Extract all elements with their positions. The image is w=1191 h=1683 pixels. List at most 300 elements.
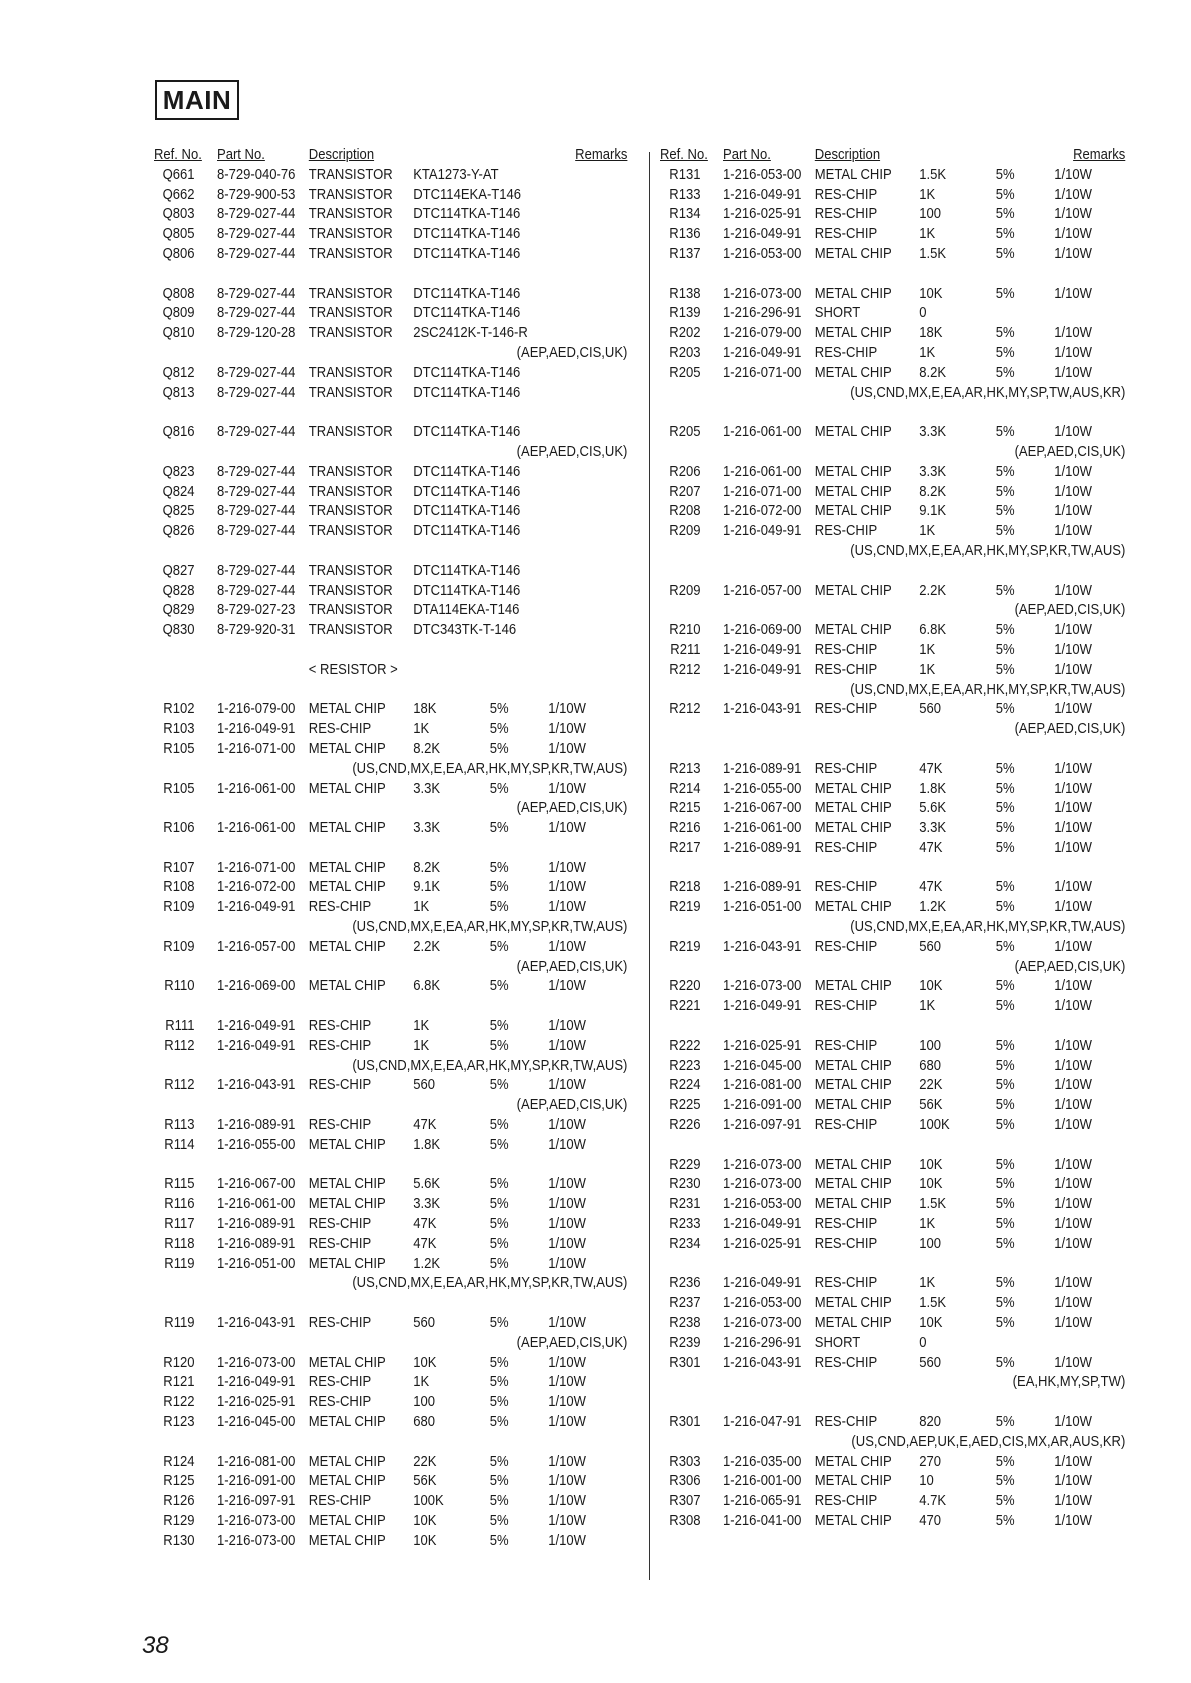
tolerance: 5%	[995, 186, 1015, 203]
ref-no: R212	[669, 701, 701, 718]
value: 100	[919, 206, 941, 223]
ref-no: R113	[164, 1117, 195, 1134]
destination-note-row	[154, 1274, 627, 1294]
description: RES-CHIP	[814, 701, 878, 718]
tolerance: 5%	[995, 503, 1015, 520]
ref-no: R301	[669, 1354, 701, 1371]
tolerance: 5%	[995, 285, 1015, 302]
power-rating: 1/10W	[1054, 998, 1092, 1015]
tolerance: 5%	[995, 1512, 1015, 1529]
power-rating: 1/10W	[1054, 661, 1092, 678]
part-row	[660, 245, 1125, 265]
value: 3.3K	[919, 424, 947, 441]
part-no: 1-216-055-00	[217, 1136, 296, 1153]
part-no: 1-216-053-00	[723, 245, 802, 262]
power-rating: 1/10W	[1054, 622, 1092, 639]
part-no: 1-216-053-00	[723, 166, 802, 183]
power-rating: 1/10W	[1054, 483, 1092, 500]
ref-no: R229	[669, 1156, 701, 1173]
ref-no: R303	[669, 1453, 701, 1470]
destination-note: (US,CND,MX,E,EA,AR,HK,MY,SP,TW,AUS,KR)	[850, 384, 1126, 401]
description: RES-CHIP	[814, 344, 878, 361]
description: METAL CHIP	[308, 1354, 386, 1371]
tolerance: 5%	[489, 1493, 509, 1510]
part-row	[154, 1037, 627, 1057]
part-no: 1-216-061-00	[723, 424, 802, 441]
tolerance: 5%	[489, 1117, 509, 1134]
description: RES-CHIP	[814, 1235, 878, 1252]
ref-no: R111	[165, 1018, 195, 1035]
ref-no: R118	[164, 1235, 195, 1252]
destination-note-row	[154, 958, 627, 978]
power-rating: 1/10W	[548, 1315, 586, 1332]
header-remarks: Remarks	[1073, 147, 1126, 163]
power-rating: 1/10W	[548, 1216, 586, 1233]
tolerance: 5%	[995, 1493, 1015, 1510]
power-rating: 1/10W	[1054, 701, 1092, 718]
part-no: 1-216-065-91	[723, 1493, 802, 1510]
description: METAL CHIP	[308, 859, 386, 876]
value: DTC114TKA-T146	[413, 245, 521, 262]
part-no: 1-216-089-91	[217, 1235, 296, 1252]
destination-note-row	[660, 384, 1125, 404]
part-no: 1-216-073-00	[217, 1532, 296, 1549]
description: RES-CHIP	[814, 879, 878, 896]
tolerance: 5%	[995, 899, 1015, 916]
ref-no: R108	[163, 879, 195, 896]
ref-no: R103	[163, 721, 195, 738]
description: TRANSISTOR	[308, 206, 393, 223]
header-part-no: Part No.	[217, 147, 265, 163]
ref-no: Q823	[162, 463, 195, 480]
power-rating: 1/10W	[1054, 364, 1092, 381]
power-rating: 1/10W	[1054, 1493, 1092, 1510]
ref-no: Q661	[162, 166, 195, 183]
ref-no: R225	[669, 1097, 701, 1114]
power-rating: 1/10W	[1054, 780, 1092, 797]
part-row	[154, 819, 627, 839]
value: 100	[413, 1394, 435, 1411]
ref-no: R306	[669, 1473, 701, 1490]
header-ref-no: Ref. No.	[660, 147, 708, 163]
description: RES-CHIP	[308, 721, 372, 738]
ref-no: R131	[669, 166, 701, 183]
part-row	[660, 1512, 1125, 1532]
description: TRANSISTOR	[308, 305, 393, 322]
ref-no: R212	[669, 661, 701, 678]
part-no: 8-729-027-44	[217, 523, 296, 540]
ref-no: R301	[669, 1414, 701, 1430]
value: 6.8K	[413, 978, 441, 995]
part-no: 1-216-025-91	[723, 206, 802, 223]
column-divider	[649, 152, 650, 1580]
tolerance: 5%	[995, 879, 1015, 896]
power-rating: 1/10W	[548, 899, 586, 916]
table-header	[660, 146, 1125, 166]
part-row	[154, 1116, 627, 1136]
description: METAL CHIP	[308, 1255, 386, 1272]
part-no: 1-216-049-91	[723, 523, 802, 540]
tolerance: 5%	[489, 1315, 509, 1332]
part-row	[154, 621, 627, 641]
value: DTC114TKA-T146	[413, 305, 521, 322]
destination-note-row	[154, 799, 627, 819]
part-row	[154, 384, 627, 404]
destination-note: (US,CND,MX,E,EA,AR,HK,MY,SP,KR,TW,AUS)	[352, 1275, 628, 1292]
part-no: 1-216-073-00	[723, 978, 802, 995]
value: 8.2K	[919, 483, 947, 500]
part-no: 1-216-067-00	[217, 1176, 296, 1193]
ref-no: R116	[164, 1196, 195, 1213]
value: 22K	[919, 1077, 943, 1094]
destination-note-row	[660, 1373, 1125, 1393]
part-no: 8-729-027-44	[217, 206, 296, 223]
destination-note: (US,CND,MX,E,EA,AR,HK,MY,SP,KR,TW,AUS)	[850, 542, 1126, 559]
spacer-row	[660, 1255, 1125, 1275]
part-no: 1-216-061-00	[723, 820, 802, 837]
part-no: 1-216-049-91	[723, 1216, 802, 1233]
part-row	[660, 878, 1125, 898]
destination-note: (US,CND,MX,E,EA,AR,HK,MY,SP,KR,TW,AUS)	[850, 681, 1126, 698]
part-row	[660, 285, 1125, 305]
destination-note: (EA,HK,MY,SP,TW)	[1012, 1374, 1126, 1391]
value: 560	[413, 1077, 435, 1094]
value: DTC114EKA-T146	[413, 186, 522, 203]
parts-table-right	[660, 146, 1125, 1532]
destination-note: (US,CND,MX,E,EA,AR,HK,MY,SP,KR,TW,AUS)	[850, 919, 1126, 936]
power-rating: 1/10W	[1054, 1235, 1092, 1252]
part-no: 1-216-081-00	[723, 1077, 802, 1094]
part-no: 1-216-089-91	[723, 839, 802, 856]
ref-no: R126	[163, 1493, 195, 1510]
tolerance: 5%	[995, 582, 1015, 599]
part-row	[660, 344, 1125, 364]
power-rating: 1/10W	[548, 1037, 586, 1054]
value: DTC114TKA-T146	[413, 384, 521, 401]
power-rating: 1/10W	[548, 1493, 586, 1510]
part-no: 8-729-040-76	[217, 166, 296, 183]
tolerance: 5%	[995, 1057, 1015, 1074]
description: RES-CHIP	[308, 1374, 372, 1391]
value: 1.5K	[919, 166, 947, 183]
ref-no: R124	[163, 1453, 195, 1470]
value: 1.8K	[919, 780, 947, 797]
description: METAL CHIP	[308, 879, 386, 896]
part-row	[660, 780, 1125, 800]
tolerance: 5%	[995, 1473, 1015, 1490]
tolerance: 5%	[489, 780, 509, 797]
tolerance: 5%	[995, 1295, 1015, 1312]
tolerance: 5%	[489, 701, 509, 718]
power-rating: 1/10W	[1054, 344, 1092, 361]
power-rating: 1/10W	[1054, 523, 1092, 540]
part-row	[660, 1472, 1125, 1492]
ref-no: R121	[163, 1374, 195, 1391]
ref-no: R110	[164, 978, 195, 995]
ref-no: R112	[164, 1037, 195, 1054]
value: 9.1K	[413, 879, 441, 896]
part-no: 1-216-049-91	[723, 344, 802, 361]
part-no: 1-216-089-91	[217, 1216, 296, 1233]
value: 10K	[919, 978, 943, 995]
part-no: 1-216-043-91	[723, 701, 802, 718]
tolerance: 5%	[489, 859, 509, 876]
part-row	[660, 205, 1125, 225]
part-no: 1-216-091-00	[217, 1473, 296, 1490]
value: 1K	[413, 899, 430, 916]
ref-no: R238	[669, 1315, 701, 1332]
ref-no: Q810	[162, 325, 195, 342]
ref-no: Q808	[162, 285, 195, 302]
part-no: 1-216-049-91	[217, 899, 296, 916]
tolerance: 5%	[995, 978, 1015, 995]
part-row	[660, 1037, 1125, 1057]
description: RES-CHIP	[814, 839, 878, 856]
value: 680	[919, 1057, 941, 1074]
spacer-row	[154, 681, 627, 701]
power-rating: 1/10W	[548, 1374, 586, 1391]
part-row	[660, 977, 1125, 997]
part-row	[660, 839, 1125, 859]
value: 10K	[413, 1354, 437, 1371]
part-row	[660, 819, 1125, 839]
description: METAL CHIP	[308, 978, 386, 995]
ref-no: R112	[164, 1077, 195, 1094]
value: DTC114TKA-T146	[413, 285, 521, 302]
description: METAL CHIP	[814, 245, 892, 262]
parts-table-left	[154, 146, 627, 1552]
destination-note: (US,CND,MX,E,EA,AR,HK,MY,SP,KR,TW,AUS)	[352, 760, 628, 777]
description: METAL CHIP	[308, 1512, 386, 1529]
part-no: 8-729-120-28	[217, 325, 296, 342]
part-row	[154, 324, 627, 344]
part-row	[660, 1195, 1125, 1215]
ref-no: R219	[669, 938, 701, 955]
value: 10K	[413, 1532, 437, 1549]
part-row	[660, 1175, 1125, 1195]
description: RES-CHIP	[814, 186, 878, 203]
part-no: 8-729-027-44	[217, 364, 296, 381]
value: 56K	[413, 1473, 437, 1490]
description: METAL CHIP	[308, 820, 386, 837]
value: 5.6K	[413, 1176, 441, 1193]
value: 560	[919, 1354, 941, 1371]
power-rating: 1/10W	[1054, 820, 1092, 837]
destination-note-row	[660, 542, 1125, 562]
part-no: 1-216-057-00	[723, 582, 802, 599]
value: 100K	[413, 1493, 444, 1510]
value: 47K	[919, 879, 943, 896]
part-no: 1-216-045-00	[217, 1414, 296, 1430]
spacer-row	[154, 641, 627, 661]
power-rating: 1/10W	[548, 1473, 586, 1490]
value: DTC114TKA-T146	[413, 206, 521, 223]
part-no: 8-729-027-44	[217, 305, 296, 322]
destination-note-row	[154, 344, 627, 364]
part-no: 1-216-051-00	[723, 899, 802, 916]
part-no: 1-216-067-00	[723, 800, 802, 817]
power-rating: 1/10W	[548, 721, 586, 738]
ref-no: R231	[669, 1196, 701, 1213]
power-rating: 1/10W	[1054, 1156, 1092, 1173]
part-no: 8-729-027-44	[217, 562, 296, 579]
part-no: 1-216-296-91	[723, 1334, 802, 1351]
value: 10K	[919, 1315, 943, 1332]
ref-no: R134	[669, 206, 701, 223]
part-no: 1-216-045-00	[723, 1057, 802, 1074]
spacer-row	[660, 1017, 1125, 1037]
ref-no: R202	[669, 325, 701, 342]
value: 2.2K	[919, 582, 947, 599]
tolerance: 5%	[489, 879, 509, 896]
description: TRANSISTOR	[308, 622, 393, 639]
tolerance: 5%	[489, 1453, 509, 1470]
destination-note-row	[154, 443, 627, 463]
value: 18K	[919, 325, 943, 342]
tolerance: 5%	[995, 1077, 1015, 1094]
power-rating: 1/10W	[548, 1512, 586, 1529]
ref-no: R203	[669, 344, 701, 361]
tolerance: 5%	[489, 721, 509, 738]
description: METAL CHIP	[308, 1473, 386, 1490]
destination-note: (AEP,AED,CIS,UK)	[1014, 958, 1126, 975]
power-rating: 1/10W	[1054, 285, 1092, 302]
description: TRANSISTOR	[308, 325, 393, 342]
description: TRANSISTOR	[308, 226, 393, 243]
tolerance: 5%	[489, 1374, 509, 1391]
tolerance: 5%	[489, 978, 509, 995]
value: 1K	[919, 641, 936, 658]
part-no: 1-216-061-00	[217, 820, 296, 837]
description: METAL CHIP	[814, 285, 892, 302]
part-no: 1-216-043-91	[723, 1354, 802, 1371]
value: DTC114TKA-T146	[413, 424, 521, 441]
ref-no: R214	[669, 780, 701, 797]
description: METAL CHIP	[814, 978, 892, 995]
description: TRANSISTOR	[308, 285, 393, 302]
value: 3.3K	[413, 1196, 441, 1213]
power-rating: 1/10W	[548, 1018, 586, 1035]
power-rating: 1/10W	[548, 1532, 586, 1549]
description: TRANSISTOR	[308, 483, 393, 500]
part-row	[154, 463, 627, 483]
part-no: 1-216-055-00	[723, 780, 802, 797]
part-no: 8-729-027-44	[217, 384, 296, 401]
tolerance: 5%	[995, 839, 1015, 856]
tolerance: 5%	[995, 998, 1015, 1015]
power-rating: 1/10W	[548, 1077, 586, 1094]
destination-note-row	[660, 681, 1125, 701]
value: 100	[919, 1037, 941, 1054]
ref-no: R139	[669, 305, 701, 322]
power-rating: 1/10W	[548, 1453, 586, 1470]
description: RES-CHIP	[308, 1394, 372, 1411]
spacer-row	[154, 839, 627, 859]
part-row	[660, 1453, 1125, 1473]
value: 6.8K	[919, 622, 947, 639]
part-no: 1-216-073-00	[723, 1156, 802, 1173]
description: METAL CHIP	[814, 364, 892, 381]
part-row	[154, 938, 627, 958]
value: 8.2K	[413, 859, 441, 876]
part-row	[660, 997, 1125, 1017]
power-rating: 1/10W	[1054, 641, 1092, 658]
description: TRANSISTOR	[308, 463, 393, 480]
destination-note-row	[660, 958, 1125, 978]
part-no: 1-216-047-91	[723, 1414, 802, 1430]
category-label-row	[154, 661, 627, 681]
part-no: 1-216-057-00	[217, 938, 296, 955]
part-no: 1-216-071-00	[723, 483, 802, 500]
part-no: 1-216-001-00	[723, 1473, 802, 1490]
ref-no: R215	[669, 800, 701, 817]
part-row	[154, 1472, 627, 1492]
part-no: 1-216-097-91	[217, 1493, 296, 1510]
description: RES-CHIP	[308, 899, 372, 916]
tolerance: 5%	[995, 1275, 1015, 1292]
power-rating: 1/10W	[548, 780, 586, 797]
ref-no: R216	[669, 820, 701, 837]
part-no: 1-216-049-91	[217, 721, 296, 738]
value: 8.2K	[413, 740, 441, 757]
tolerance: 5%	[995, 424, 1015, 441]
destination-note-row	[154, 918, 627, 938]
spacer-row	[660, 859, 1125, 879]
part-no: 1-216-049-91	[723, 641, 802, 658]
ref-no: R208	[669, 503, 701, 520]
value: 3.3K	[413, 780, 441, 797]
power-rating: 1/10W	[1054, 899, 1092, 916]
destination-note: (AEP,AED,CIS,UK)	[516, 1334, 628, 1351]
ref-no: Q828	[162, 582, 195, 599]
tolerance: 5%	[995, 523, 1015, 540]
ref-no: R125	[163, 1473, 195, 1490]
tolerance: 5%	[995, 463, 1015, 480]
description: RES-CHIP	[814, 938, 878, 955]
ref-no: Q826	[162, 523, 195, 540]
header-remarks: Remarks	[575, 147, 628, 163]
power-rating: 1/10W	[548, 1414, 586, 1430]
tolerance: 5%	[489, 1077, 509, 1094]
ref-no: R109	[163, 899, 195, 916]
part-no: 8-729-027-44	[217, 424, 296, 441]
ref-no: R218	[669, 879, 701, 896]
tolerance: 5%	[489, 740, 509, 757]
destination-note: (US,CND,MX,E,EA,AR,HK,MY,SP,KR,TW,AUS)	[352, 1057, 628, 1074]
description: METAL CHIP	[814, 1077, 892, 1094]
value: 47K	[413, 1117, 437, 1134]
value: DTC114TKA-T146	[413, 364, 521, 381]
tolerance: 5%	[489, 1532, 509, 1549]
power-rating: 1/10W	[1054, 1512, 1092, 1529]
description: METAL CHIP	[814, 1057, 892, 1074]
description: METAL CHIP	[308, 1196, 386, 1213]
part-no: 1-216-035-00	[723, 1453, 802, 1470]
ref-no: R210	[669, 622, 701, 639]
description: METAL CHIP	[814, 582, 892, 599]
destination-note-row	[660, 720, 1125, 740]
part-row	[154, 1373, 627, 1393]
value: 0	[919, 305, 927, 322]
value: 10K	[919, 1176, 943, 1193]
part-row	[660, 1274, 1125, 1294]
part-row	[660, 502, 1125, 522]
description: TRANSISTOR	[308, 166, 393, 183]
ref-no: R234	[669, 1235, 701, 1252]
ref-no: Q812	[162, 364, 195, 381]
part-row	[154, 245, 627, 265]
ref-no: Q830	[162, 622, 195, 639]
